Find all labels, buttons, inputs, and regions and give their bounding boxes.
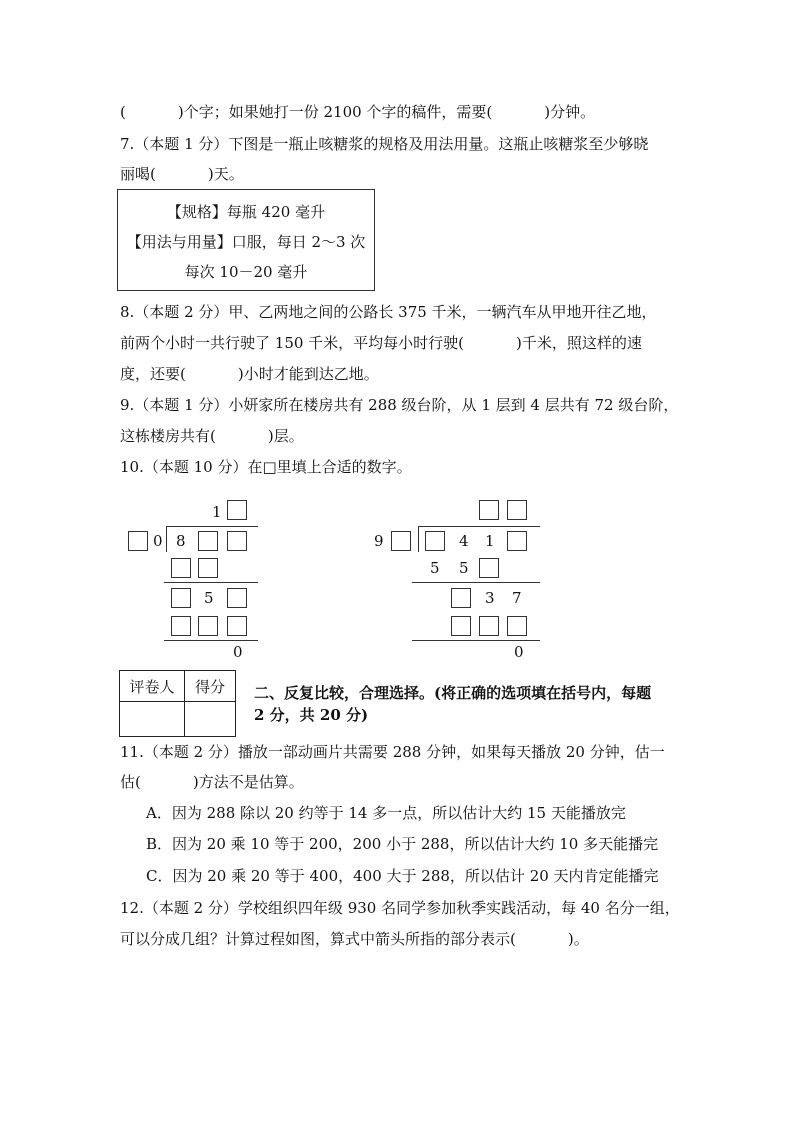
reviewer-header: 评卷人 (120, 671, 185, 702)
remainder-digit: 0 (514, 643, 524, 661)
q12-text-2: 可以分成几组？计算过程如图，算式中箭头所指的部分表示( )。 (120, 930, 589, 948)
q11-option-a: A．因为 288 除以 20 约等于 14 多一点，所以估计大约 15 天能播放完 (146, 804, 626, 822)
q9-text-2: 这栋楼房共有( )层。 (120, 427, 304, 445)
digit-box[interactable] (451, 588, 471, 608)
q8-text-2: 前两个小时一共行驶了 150 千米，平均每小时行驶( )千米，照这样的速 (120, 334, 642, 352)
division-bar (166, 526, 258, 527)
divisor-digit: 9 (374, 532, 384, 550)
dividend-digit: 8 (176, 532, 186, 550)
spec-box (117, 189, 375, 291)
division-bracket (166, 526, 167, 552)
digit-box[interactable] (227, 531, 247, 551)
dividend-digit: 4 (459, 532, 469, 550)
q7-text-2: 丽喝( )天。 (120, 165, 244, 183)
subtract-line (164, 640, 258, 641)
reviewer-cell[interactable] (120, 702, 185, 737)
q6-tail: ( )个字；如果她打一份 2100 个字的稿件，需要( )分钟。 (120, 103, 596, 121)
q11-text: 11.（本题 2 分）播放一部动画片共需要 288 分钟，如果每天播放 20 分钟，估一 (120, 743, 665, 761)
spec-line: 【规格】每瓶 420 毫升 (166, 203, 326, 221)
digit-box[interactable] (198, 558, 218, 578)
section-heading-2: 2 分，共 20 分) (254, 706, 369, 724)
q8-text-3: 度，还要( )小时才能到达乙地。 (120, 365, 379, 383)
digit-box[interactable] (479, 616, 499, 636)
mid-digit: 3 (485, 589, 495, 607)
digit-box[interactable] (227, 616, 247, 636)
q8-text: 8.（本题 2 分）甲、乙两地之间的公路长 375 千米，一辆汽车从甲地开往乙地， (120, 303, 657, 321)
q9-text: 9.（本题 1 分）小妍家所在楼房共有 288 级台阶，从 1 层到 4 层共有 72 级台阶， (120, 396, 679, 414)
digit-box[interactable] (391, 531, 411, 551)
digit-box[interactable] (425, 531, 445, 551)
digit-box[interactable] (451, 616, 471, 636)
digit-box[interactable] (171, 558, 191, 578)
q11-text-2: 估( )方法不是估算。 (120, 773, 304, 791)
mid-digit: 7 (512, 589, 522, 607)
digit-box[interactable] (171, 616, 191, 636)
subtract-line (164, 582, 258, 583)
product-digit: 5 (459, 559, 469, 577)
digit-box[interactable] (128, 531, 148, 551)
division-bar (418, 526, 540, 527)
digit-box[interactable] (479, 500, 499, 520)
subtract-line (412, 640, 540, 641)
digit-box[interactable] (198, 531, 218, 551)
digit-box[interactable] (507, 500, 527, 520)
subtract-line (412, 582, 540, 583)
digit-box[interactable] (507, 531, 527, 551)
score-table (119, 670, 236, 737)
digit-box[interactable] (479, 558, 499, 578)
spec-line: 每次 10－20 毫升 (184, 263, 308, 281)
q11-option-c: C．因为 20 乘 20 等于 400，400 大于 288，所以估计 20 天内肯定能播完 (146, 867, 659, 885)
divisor-digit: 0 (153, 532, 163, 550)
score-header: 得分 (185, 671, 236, 702)
product-digit: 5 (430, 559, 440, 577)
remainder-digit: 0 (233, 643, 243, 661)
mid-digit: 5 (204, 589, 214, 607)
spec-line: 【用法与用量】口服，每日 2～3 次 (126, 233, 366, 251)
digit-box[interactable] (171, 588, 191, 608)
q10-text: 10.（本题 10 分）在□里填上合适的数字。 (120, 458, 412, 476)
digit-box[interactable] (227, 500, 247, 520)
division-bracket (418, 526, 419, 552)
q7-text: 7.（本题 1 分）下图是一瓶止咳糖浆的规格及用法用量。这瓶止咳糖浆至少够晓 (120, 135, 649, 153)
q12-text: 12.（本题 2 分）学校组织四年级 930 名同学参加秋季实践活动，每 40 名分一组， (120, 899, 680, 917)
dividend-digit: 1 (485, 532, 495, 550)
section-heading: 二、反复比较，合理选择。(将正确的选项填在括号内，每题 (254, 684, 652, 702)
digit-box[interactable] (227, 588, 247, 608)
q11-option-b: B．因为 20 乘 10 等于 200，200 小于 288，所以估计大约 10 多天能播完 (146, 835, 659, 853)
quotient-digit: 1 (212, 503, 222, 521)
digit-box[interactable] (507, 616, 527, 636)
digit-box[interactable] (198, 616, 218, 636)
score-cell[interactable] (185, 702, 236, 737)
